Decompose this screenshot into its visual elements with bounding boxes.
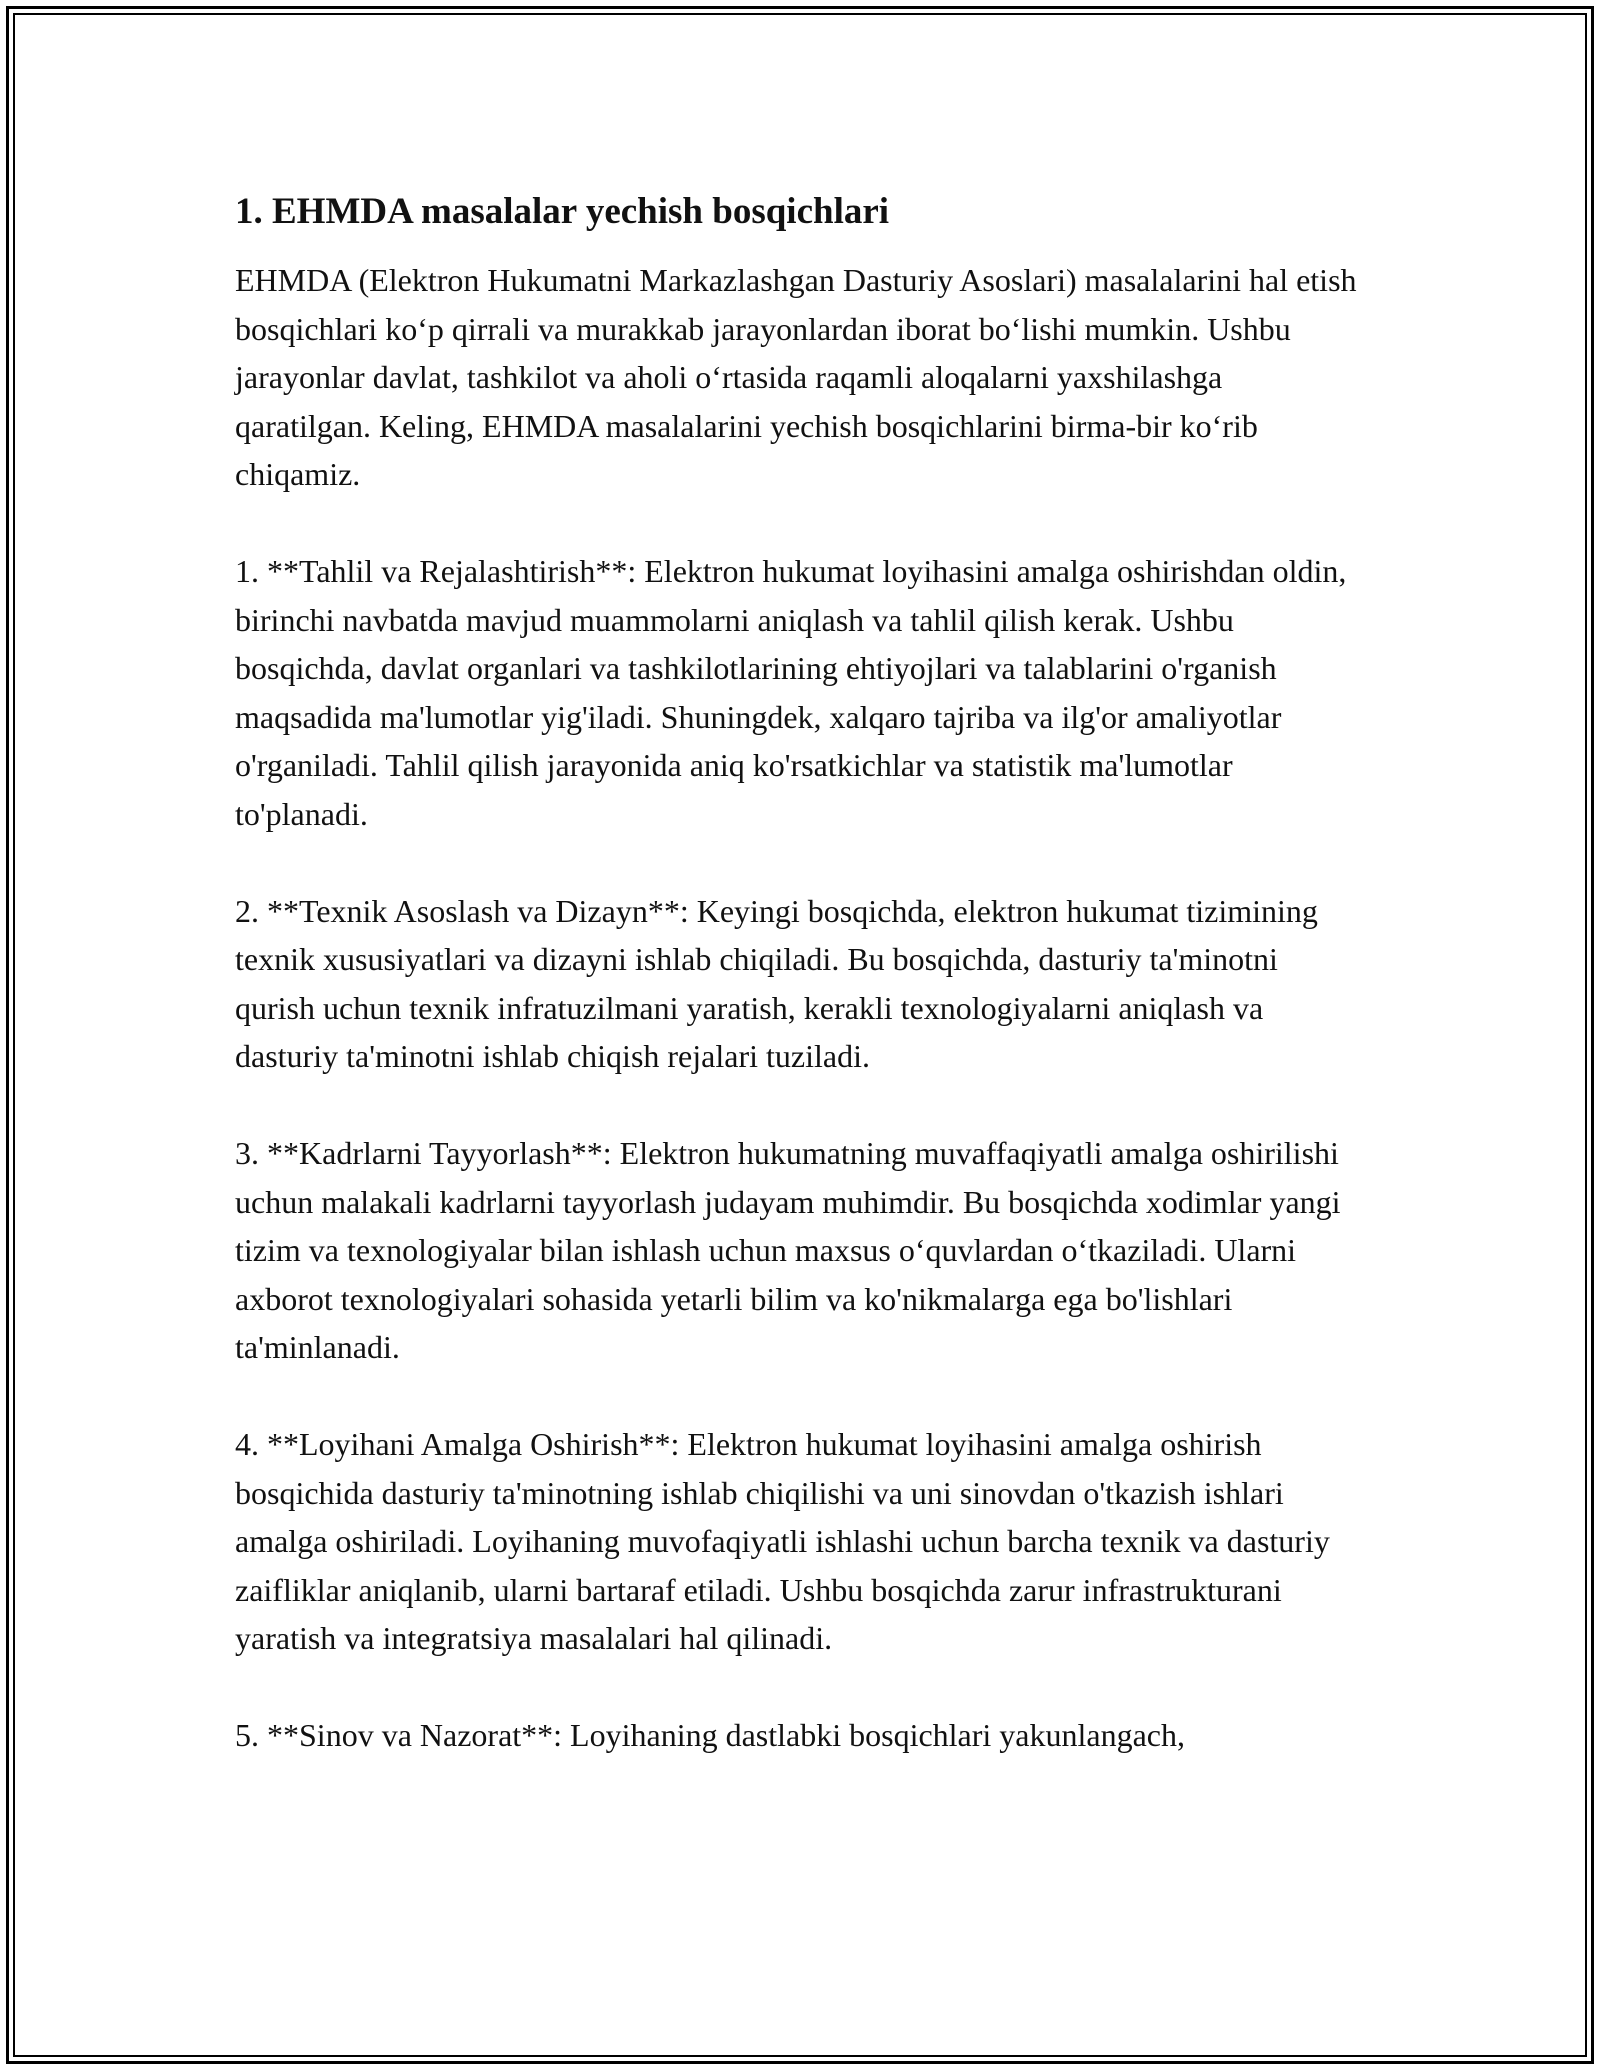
paragraph-step-4: 4. **Loyihani Amalga Oshirish**: Elektron hukumat loyihasini amalga oshirish bosqichida dasturiy ta'minotning ishlab chiqilishi va uni sinovdan o'tkazish ishlari amalga oshiriladi. Loyihaning muvofaqiyatli ishlashi uchun barcha texnik va dasturiy zaifliklar aniqlanib, ularni bartaraf etiladi. Ushbu bosqichda zarur infrastrukturani yaratish va integratsiya masalalari hal qilinadi. xyxy=(235,1426,1330,1656)
document-title: 1. EHMDA masalalar yechish bosqichlari xyxy=(235,191,890,232)
paragraph-intro: EHMDA (Elektron Hukumatni Markazlashgan Dasturiy Asoslari) masalalarini hal etish bosqichlari ko‘p qirrali va murakkab jarayonlardan iborat bo‘lishi mumkin. Ushbu jarayonlar davlat, tashkilot va aholi o‘rtasida raqamli aloqalarni yaxshilashga qaratilgan. Keling, EHMDA masalalarini yechish bosqichlarini birma-bir ko‘rib chiqamiz. xyxy=(235,262,1357,492)
paragraph-step-2: 2. **Texnik Asoslash va Dizayn**: Keyingi bosqichda, elektron hukumat tizimining texnik xususiyatlari va dizayni ishlab chiqiladi. Bu bosqichda, dasturiy ta'minotni qurish uchun texnik infratuzilmani yaratish, kerakli texnologiyalarni aniqlash va dasturiy ta'minotni ishlab chiqish rejalari tuziladi. xyxy=(235,892,1318,1074)
document-body xyxy=(235,188,1365,1808)
paragraph-step-5: 5. **Sinov va Nazorat**: Loyihaning dastlabki bosqichlari yakunlangach, xyxy=(235,1717,1185,1753)
paragraph-step-3: 3. **Kadrlarni Tayyorlash**: Elektron hukumatning muvaffaqiyatli amalga oshirilishi uchun malakali kadrlarni tayyorlash judayam muhimdir. Bu bosqichda xodimlar yangi tizim va texnologiyalar bilan ishlash uchun maxsus o‘quvlardan o‘tkaziladi. Ularni axborot texnologiyalari sohasida yetarli bilim va ko'nikmalarga ega bo'lishlari ta'minlanadi. xyxy=(235,1135,1341,1365)
paragraph-step-1: 1. **Tahlil va Rejalashtirish**: Elektron hukumat loyihasini amalga oshirishdan oldin, birinchi navbatda mavjud muammolarni aniqlash va tahlil qilish kerak. Ushbu bosqichda, davlat organlari va tashkilotlarining ehtiyojlari va talablarini o'rganish maqsadida ma'lumotlar yig'iladi. Shuningdek, xalqaro tajriba va ilg'or amaliyotlar o'rganiladi. Tahlil qilish jarayonida aniq ko'rsatkichlar va statistik ma'lumotlar to'planadi. xyxy=(235,553,1347,832)
